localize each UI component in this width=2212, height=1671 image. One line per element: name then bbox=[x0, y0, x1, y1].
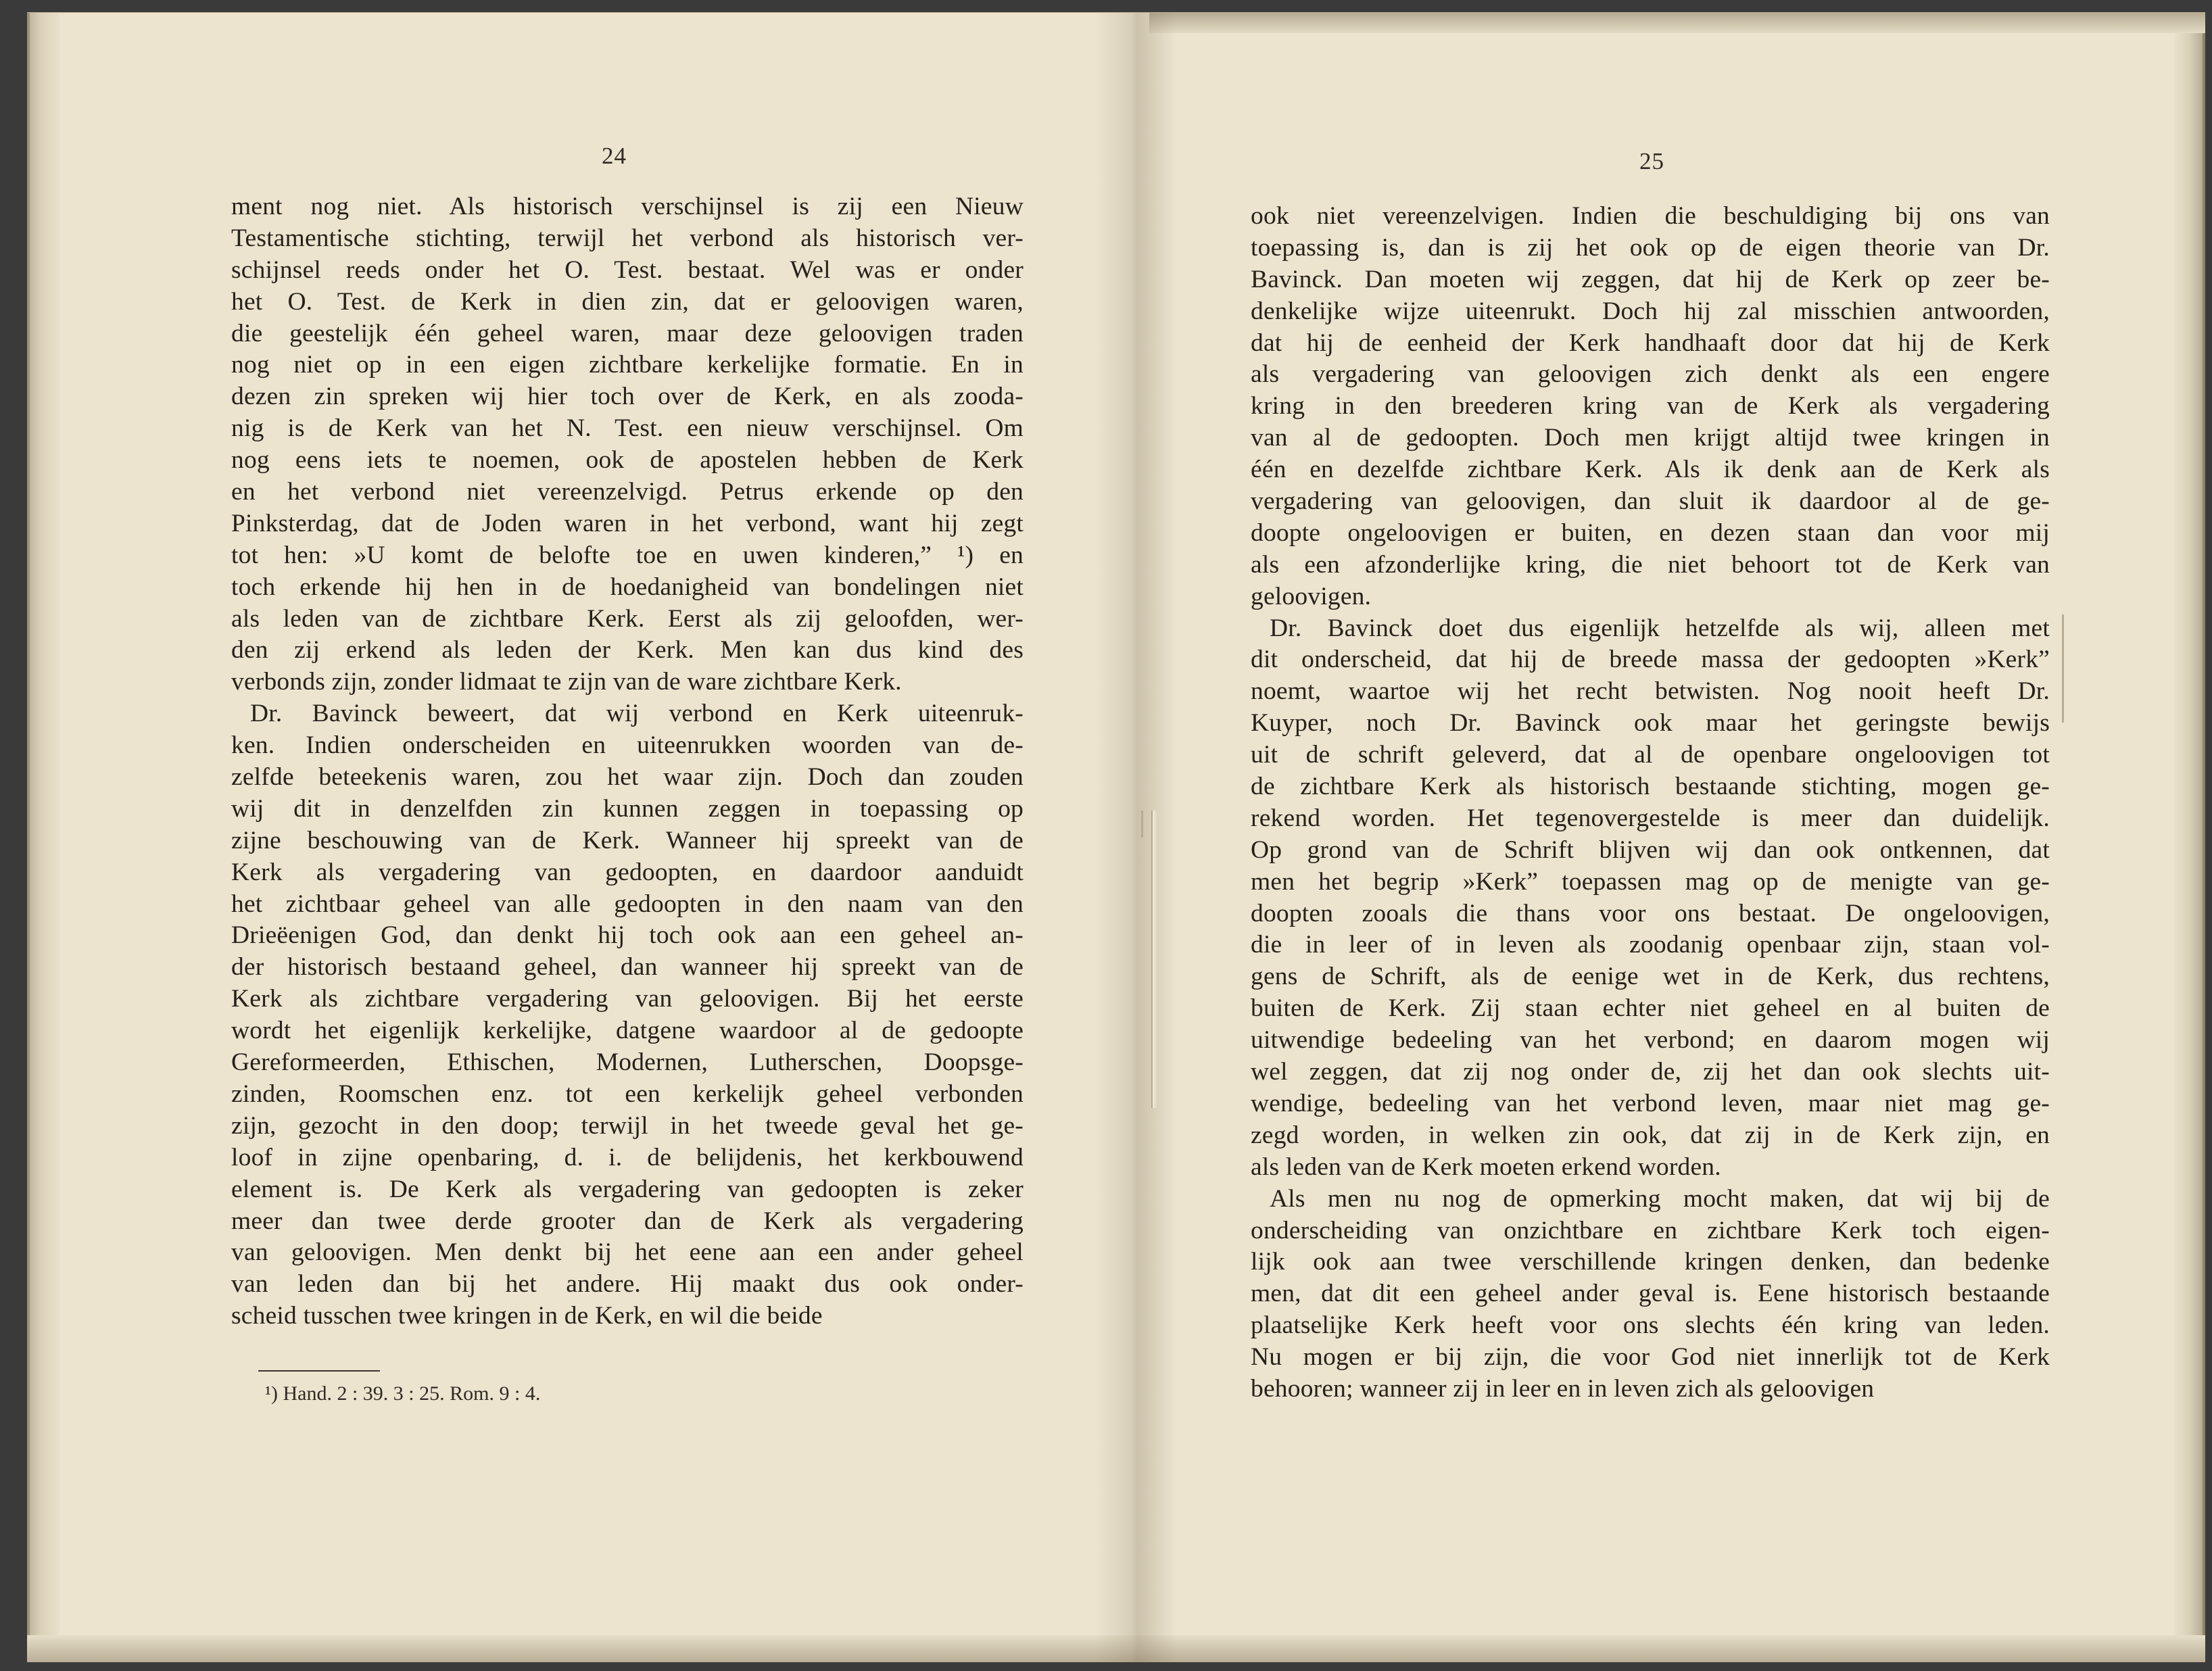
text-line: scheid tusschen twee kringen in de Kerk, en wil die beide bbox=[231, 1302, 823, 1330]
text-line: vergadering van geloovigen, dan sluit ik daardoor al de ge- bbox=[1251, 487, 2050, 516]
text-line: wij dit in denzelfden zin kunnen zeggen in toepassing op bbox=[231, 794, 1024, 823]
text-line: van al de gedoopten. Doch men krijgt altijd twee kringen in bbox=[1251, 424, 2050, 452]
text-line: die in leer of in leven als zoodanig openbaar zijn, staan vol- bbox=[1251, 931, 2050, 959]
text-line: de zichtbare Kerk als historisch bestaande stichting, mogen ge- bbox=[1251, 773, 2050, 801]
text-line: dat hij de eenheid der Kerk handhaaft door dat hij de Kerk bbox=[1251, 329, 2050, 357]
right-page-text bbox=[1251, 201, 2050, 1405]
text-line: onderscheiding van onzichtbare en zichtbare Kerk toch eigen- bbox=[1251, 1216, 2050, 1244]
text-line: Testamentische stichting, terwijl het verbond als historisch ver- bbox=[231, 224, 1024, 252]
text-line: Als men nu nog de opmerking mocht maken, dat wij bij de bbox=[1270, 1184, 2050, 1213]
page-edge-right bbox=[2174, 13, 2205, 1662]
text-line: zijne beschouwing van de Kerk. Wanneer hij spreekt van de bbox=[231, 826, 1024, 854]
text-line: als een afzonderlijke kring, die niet behoort tot de Kerk van bbox=[1251, 550, 2050, 579]
text-line: Dr. Bavinck beweert, dat wij verbond en Kerk uiteenruk- bbox=[250, 700, 1024, 728]
text-line: dit onderscheid, dat hij de breede massa der gedoopten »Kerk” bbox=[1251, 646, 2050, 674]
text-line: van leden dan bij het andere. Hij maakt dus ook onder- bbox=[231, 1270, 1024, 1299]
text-line: nog niet op in een eigen zichtbare kerkelijke formatie. En in bbox=[231, 351, 1024, 379]
text-line: buiten de Kerk. Zij staan echter niet geheel en al buiten de bbox=[1251, 994, 2050, 1023]
text-line: Kerk als zichtbare vergadering van geloovigen. Bij het eerste bbox=[231, 985, 1024, 1013]
text-line: men het begrip »Kerk” toepassen mag op de menigte van ge- bbox=[1251, 867, 2050, 896]
text-line: van geloovigen. Men denkt bij het eene aan een ander geheel bbox=[231, 1238, 1024, 1267]
text-line: wendige, bedeeling van het verbond leven, maar niet mag ge- bbox=[1251, 1089, 2050, 1117]
text-line: als leden van de zichtbare Kerk. Eerst als zij geloofden, wer- bbox=[231, 604, 1024, 633]
text-line: element is. De Kerk als vergadering van gedoopten is zeker bbox=[231, 1175, 1024, 1203]
page-number-right: 25 bbox=[1639, 148, 1664, 174]
text-line: Op grond van de Schrift blijven wij dan ook ontkennen, dat bbox=[1251, 836, 2050, 864]
text-line: tot hen: »U komt de belofte toe en uwen kinderen,” ¹) en bbox=[231, 541, 1024, 569]
text-line: wordt het eigenlijk kerkelijke, datgene waardoor al de gedoopte bbox=[231, 1017, 1024, 1045]
text-line: schijnsel reeds onder het O. Test. bestaat. Wel was er onder bbox=[231, 256, 1024, 284]
text-line: kring in den breederen kring van de Kerk als vergadering bbox=[1251, 392, 2050, 420]
text-line: het zichtbaar geheel van alle gedoopten in den naam van den bbox=[231, 890, 1024, 918]
text-line: zinden, Roomschen enz. tot een kerkelijk geheel verbonden bbox=[231, 1080, 1024, 1108]
text-line: verbonds zijn, zonder lidmaat te zijn van de ware zichtbare Kerk. bbox=[231, 668, 902, 696]
page-edge-top bbox=[1149, 13, 2205, 33]
text-line: noemt, waartoe wij het recht betwisten. Nog nooit heeft Dr. bbox=[1251, 677, 2050, 706]
page-edge-left bbox=[27, 13, 59, 1662]
text-line: den zij erkend als leden der Kerk. Men kan dus kind des bbox=[231, 636, 1024, 664]
text-line: Kerk als vergadering van gedoopten, en daardoor aanduidt bbox=[231, 858, 1024, 886]
text-line: denkelijke wijze uiteenrukt. Doch hij zal misschien antwoorden, bbox=[1251, 297, 2050, 325]
text-line: ken. Indien onderscheiden en uiteenrukken woorden van de- bbox=[231, 731, 1024, 760]
text-line: Gereformeerden, Ethischen, Modernen, Lutherschen, Doopsge- bbox=[231, 1048, 1024, 1077]
text-line: men, dat dit een geheel ander geval is. Eene historisch bestaande bbox=[1251, 1280, 2050, 1308]
binding-stitch bbox=[1151, 810, 1158, 1108]
text-line: dezen zin spreken wij hier toch over de Kerk, en als zooda- bbox=[231, 383, 1024, 411]
text-line: uit de schrift geleverd, dat al de openbare ongeloovigen tot bbox=[1251, 741, 2050, 769]
text-line: gens de Schrift, als de eenige wet in de Kerk, dus rechtens, bbox=[1251, 963, 2050, 991]
text-line: behooren; wanneer zij in leer en in leven zich als geloovigen bbox=[1251, 1374, 1875, 1403]
text-line: der historisch bestaand geheel, dan wanneer hij spreekt van de bbox=[231, 953, 1024, 982]
text-line: loof in zijne openbaring, d. i. de belijdenis, het kerkbouwend bbox=[231, 1143, 1024, 1171]
text-line: rekend worden. Het tegenovergestelde is meer dan duidelijk. bbox=[1251, 804, 2050, 832]
text-line: ment nog niet. Als historisch verschijnsel is zij een Nieuw bbox=[231, 193, 1024, 220]
gutter-mark bbox=[1141, 810, 1143, 838]
text-line: als leden van de Kerk moeten erkend worden. bbox=[1251, 1153, 1721, 1181]
text-line: Nu mogen er bij zijn, die voor God niet innerlijk tot de Kerk bbox=[1251, 1343, 2050, 1372]
text-line: ook niet vereenzelvigen. Indien die beschuldiging bij ons van bbox=[1251, 202, 2050, 230]
page-number-left: 24 bbox=[602, 143, 627, 169]
text-line: toch erkende hij hen in de hoedanigheid van bondelingen niet bbox=[231, 573, 1024, 601]
text-line: één en dezelfde zichtbare Kerk. Als ik denk aan de Kerk als bbox=[1251, 456, 2050, 484]
text-line: doopten zooals die thans voor ons bestaat. De ongeloovigen, bbox=[1251, 899, 2050, 927]
text-line: Dr. Bavinck doet dus eigenlijk hetzelfde als wij, alleen met bbox=[1270, 614, 2050, 642]
text-line: die geestelijk één geheel waren, maar deze geloovigen traden bbox=[231, 319, 1024, 347]
margin-mark bbox=[2062, 614, 2064, 723]
text-line: zegd worden, in welken zin ook, dat zij in de Kerk zijn, en bbox=[1251, 1121, 2050, 1149]
text-line: zijn, gezocht in den doop; terwijl in het tweede geval het ge- bbox=[231, 1111, 1024, 1140]
footnote-rule bbox=[258, 1370, 380, 1372]
text-line: nig is de Kerk van het N. Test. een nieuw verschijnsel. Om bbox=[231, 414, 1024, 443]
text-line: meer dan twee derde grooter dan de Kerk als vergadering bbox=[231, 1207, 1024, 1235]
text-line: Bavinck. Dan moeten wij zeggen, dat hij de Kerk op zeer be- bbox=[1251, 265, 2050, 293]
text-line: doopte ongeloovigen er buiten, en dezen staan dan voor mij bbox=[1251, 518, 2050, 547]
text-line: als vergadering van geloovigen zich denkt als een engere bbox=[1251, 360, 2050, 389]
book-spread bbox=[27, 12, 2205, 1662]
text-line: het O. Test. de Kerk in dien zin, dat er geloovigen waren, bbox=[231, 287, 1024, 316]
text-line: Pinksterdag, dat de Joden waren in het verbond, want hij zegt bbox=[231, 509, 1024, 537]
left-page-text bbox=[231, 191, 1024, 1332]
text-line: zelfde beteekenis waren, zou het waar zijn. Doch dan zouden bbox=[231, 763, 1024, 792]
text-line: nog eens iets te noemen, ook de apostelen hebben de Kerk bbox=[231, 446, 1024, 475]
text-line: toepassing is, dan is zij het ook op de eigen theorie van Dr. bbox=[1251, 233, 2050, 262]
text-line: lijk ook aan twee verschillende kringen denken, dan bedenke bbox=[1251, 1248, 2050, 1276]
text-line: wel zeggen, dat zij nog onder de, zij het dan ook slechts uit- bbox=[1251, 1058, 2050, 1086]
footnote: ¹) Hand. 2 : 39. 3 : 25. Rom. 9 : 4. bbox=[265, 1382, 541, 1405]
text-line: uitwendige bedeeling van het verbond; en daarom mogen wij bbox=[1251, 1026, 2050, 1055]
text-line: Drieëenigen God, dan denkt hij toch ook aan een geheel an- bbox=[231, 921, 1024, 950]
text-line: geloovigen. bbox=[1251, 582, 1372, 610]
book-gutter bbox=[1095, 13, 1176, 1662]
text-line: Kuyper, noch Dr. Bavinck ook maar het geringste bewijs bbox=[1251, 709, 2050, 737]
text-line: en het verbond niet vereenzelvigd. Petrus erkende op den bbox=[231, 478, 1024, 506]
text-line: plaatselijke Kerk heeft voor ons slechts één kring van leden. bbox=[1251, 1311, 2050, 1340]
